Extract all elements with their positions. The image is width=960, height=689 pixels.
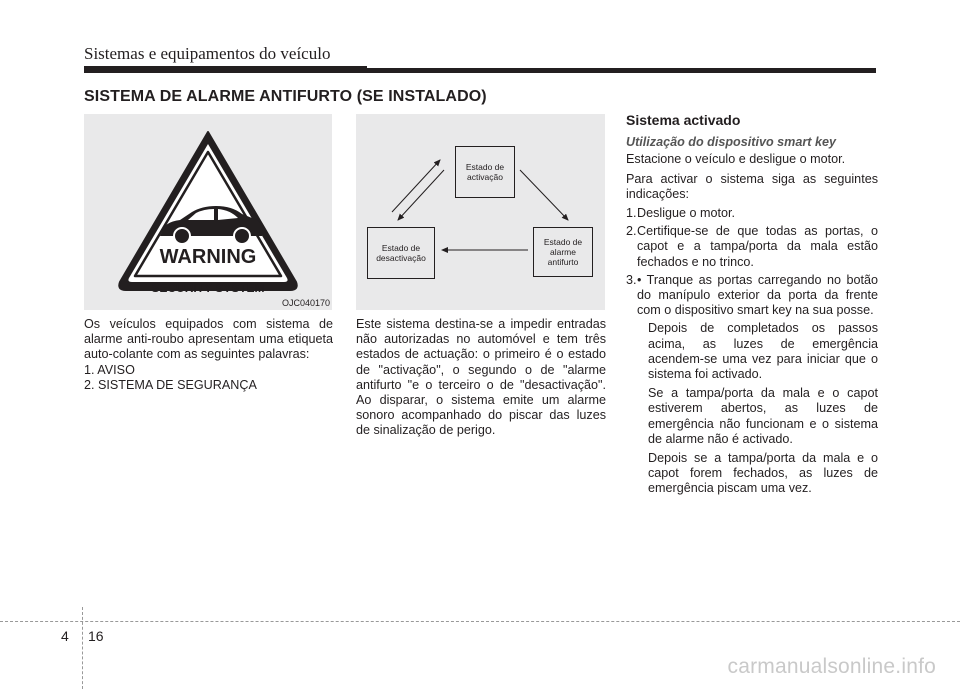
paragraph-instructions: Para activar o sistema siga as seguintes indicações:	[626, 171, 878, 201]
step-number: 3.	[626, 272, 637, 287]
column-1	[84, 317, 333, 393]
label-item-2: 2. SISTEMA DE SEGURANÇA	[84, 377, 257, 392]
step-text: • Tranque as portas carregando no botão do manípulo exterior da porta da frente com o dispositivo smart key na sua posse.	[637, 272, 878, 318]
state-activation: Estado de activação	[455, 146, 515, 198]
header-rule-accent	[84, 66, 367, 73]
state-alarm: Estado de alarme antifurto	[533, 227, 593, 277]
step-number: 1.	[626, 206, 637, 221]
column-3	[626, 113, 878, 501]
chapter-number: 4	[61, 628, 69, 644]
warning-label-figure	[84, 114, 332, 310]
section-title: SISTEMA DE ALARME ANTIFURTO (SE INSTALADO)	[84, 88, 487, 105]
step-text: Certifique-se de que todas as portas, o capot e a tampa/porta da mala estão fechados e no trinco.	[637, 224, 878, 269]
step-2	[626, 224, 878, 270]
system-description: Este sistema destina-se a impedir entradas não autorizadas no automóvel e tem três estados de actuação: o primeiro é o estado de "activação", o segundo o de "alarme antifurto "e o terceiro o de "desactivação". Ao disparar, o sistema emite um alarme sonoro acompanhado do piscar das luzes de sinalização de perigo.	[356, 317, 606, 438]
figure-code: OJC040170	[281, 298, 330, 308]
sign-caption: SECURITY SYSTEM	[151, 281, 265, 295]
running-header: Sistemas e equipamentos do veículo	[84, 44, 331, 63]
state-deactivation: Estado de desactivação	[367, 227, 435, 279]
note-3: Depois se a tampa/porta da mala e o capot forem fechados, as luzes de emergência piscam uma vez.	[648, 451, 878, 496]
footer-crop-line-horizontal	[0, 621, 960, 622]
warning-triangle-icon	[84, 114, 332, 310]
subheading-smart-key: Utilização do dispositivo smart key	[626, 135, 836, 150]
arrow-to-activation	[392, 160, 440, 212]
sign-word: WARNING	[159, 246, 257, 268]
footer-crop-line-vertical	[82, 607, 83, 689]
step-3	[626, 273, 878, 319]
alarm-state-diagram	[356, 114, 605, 310]
arrow-to-deactivation	[398, 170, 444, 220]
heading-system-activated: Sistema activado	[626, 112, 741, 128]
label-item-1: 1. AVISO	[84, 362, 135, 377]
state-arrows	[356, 114, 605, 310]
note-1: Depois de completados os passos acima, as luzes de emergência acendem-se uma vez para iniciar que o sistema foi activado.	[648, 321, 878, 382]
column-2	[356, 317, 606, 439]
step-number: 2.	[626, 224, 637, 239]
paragraph-park: Estacione o veículo e desligue o motor.	[626, 152, 846, 167]
step-text: Desligue o motor.	[637, 206, 736, 221]
watermark: carmanualsonline.info	[727, 655, 936, 678]
step-1	[626, 206, 878, 221]
arrow-to-alarm	[520, 170, 568, 220]
label-description: Os veículos equipados com sistema de alarme anti-roubo apresentam uma etiqueta auto-colante com as seguintes palavras:	[84, 317, 333, 362]
page-number: 16	[88, 628, 104, 644]
note-2: Se a tampa/porta da mala e o capot estiverem abertos, as luzes de emergência não funcionam e o sistema de alarme não é activado.	[648, 386, 878, 446]
